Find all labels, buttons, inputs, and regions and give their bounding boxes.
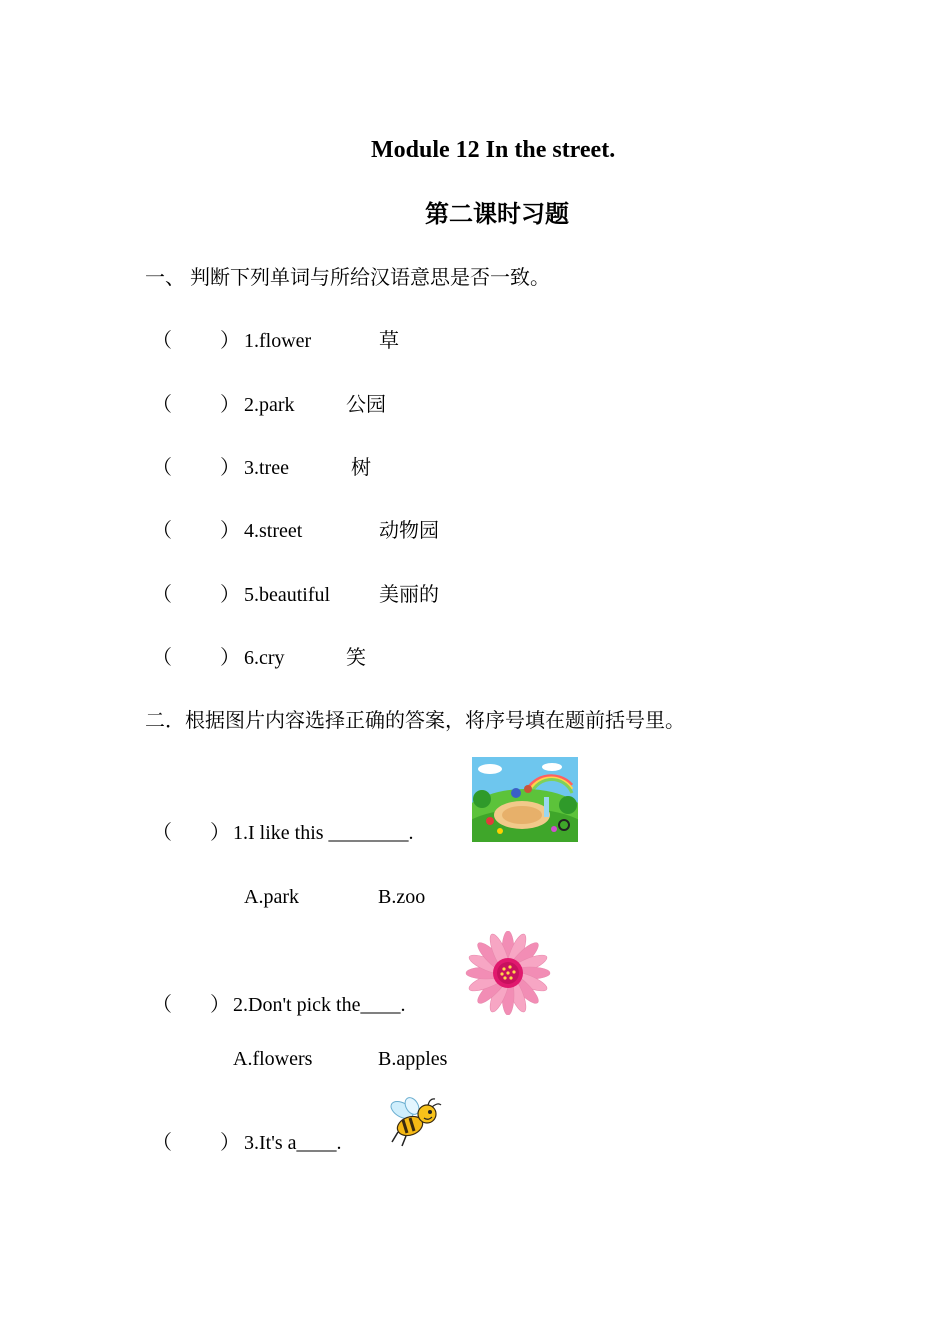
bee-illustration [386, 1096, 444, 1150]
answer-bracket-open: （ [152, 1132, 172, 1154]
question-text: 1.I like this ________. [233, 822, 414, 844]
vocab-word: 5.beautiful [244, 584, 331, 606]
answer-bracket-open: （ [152, 394, 172, 416]
section-1-heading: 一、 判断下列单词与所给汉语意思是否一致。 [145, 267, 550, 289]
option-b: B.apples [378, 1048, 448, 1070]
flower-illustration [462, 931, 554, 1015]
answer-bracket-open: （ [152, 457, 172, 479]
vocab-word: 1.flower [244, 330, 312, 352]
park-illustration [472, 757, 578, 842]
page-title: Module 12 In the street. [371, 137, 616, 163]
vocab-word: 2.park [244, 394, 295, 416]
answer-bracket-close: ） [220, 520, 240, 542]
answer-bracket-open: （ [152, 647, 172, 669]
answer-bracket-open: （ [152, 994, 172, 1016]
vocab-meaning: 草 [379, 330, 399, 352]
vocab-meaning: 公园 [346, 394, 386, 416]
answer-bracket-open: （ [152, 822, 172, 844]
answer-bracket-close: ） [220, 1132, 240, 1154]
answer-bracket-close: ） [210, 822, 230, 844]
vocab-meaning: 美丽的 [379, 584, 439, 606]
answer-bracket-close: ） [220, 584, 240, 606]
question-text: 3.It's a____. [244, 1132, 342, 1154]
section-2-heading: 二．根据图片内容选择正确的答案，将序号填在题前括号里。 [145, 710, 685, 732]
vocab-meaning: 树 [351, 457, 371, 479]
answer-bracket-close: ） [220, 330, 240, 352]
page-subtitle: 第二课时习题 [425, 202, 569, 228]
answer-bracket-close: ） [220, 394, 240, 416]
vocab-word: 6.cry [244, 647, 285, 669]
answer-bracket-open: （ [152, 330, 172, 352]
option-a: A.park [244, 886, 299, 908]
answer-bracket-close: ） [220, 647, 240, 669]
answer-bracket-open: （ [152, 584, 172, 606]
vocab-meaning: 笑 [346, 647, 366, 669]
answer-bracket-close: ） [220, 457, 240, 479]
option-b: B.zoo [378, 886, 426, 908]
answer-bracket-close: ） [210, 994, 230, 1016]
option-a: A.flowers [233, 1048, 313, 1070]
vocab-word: 3.tree [244, 457, 289, 479]
answer-bracket-open: （ [152, 520, 172, 542]
question-text: 2.Don't pick the____. [233, 994, 406, 1016]
vocab-meaning: 动物园 [379, 520, 439, 542]
vocab-word: 4.street [244, 520, 303, 542]
